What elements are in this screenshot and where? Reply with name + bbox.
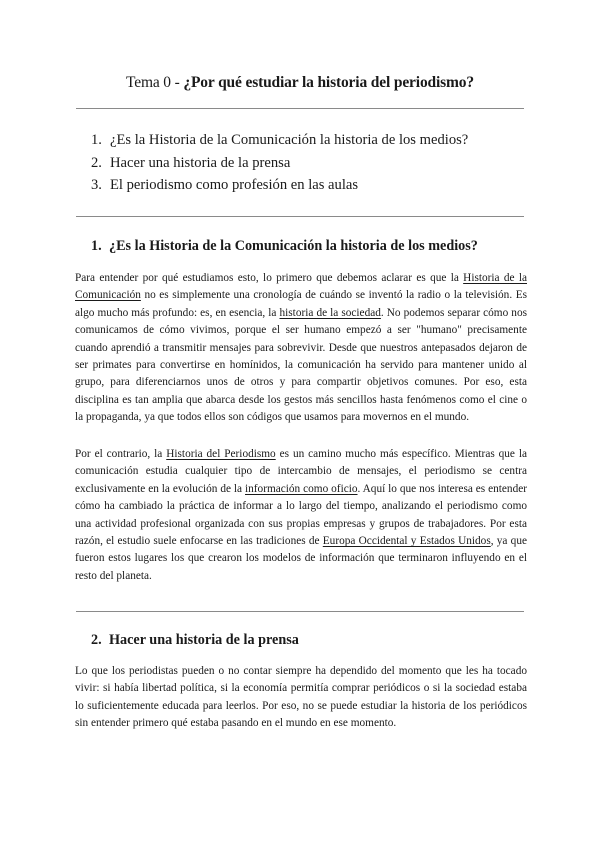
toc-label: Hacer una historia de la prensa [110, 154, 291, 171]
toc-item-3 [91, 174, 521, 197]
section-1-heading [91, 238, 531, 255]
divider-top [76, 108, 524, 109]
toc-item-2 [91, 152, 521, 175]
text-run: . Aquí lo que nos interesa es entender cómo ha cambiado la práctica de informar a lo largo del tiempo, analizando el periodismo como una actividad profesional organizada con sus propias empresas y grupos de trabajadores. Por esta razón, el estudio suele enfocarse en las tradiciones de [75, 482, 528, 548]
section-2-paragraph-1 [75, 663, 527, 733]
text-run: no es simplemente una cronología de cuándo se inventó la radio o la televisión. Es algo mucho más profundo: es, en esencia, la [75, 289, 527, 319]
toc-number: 3. [91, 177, 102, 193]
text-run: Lo que los periodistas pueden o no contar siempre ha dependido del momento que les ha tocado vivir: si había libertad política, si la economía permitía comprar periódicos o si la sociedad estaba lo suficientemente educada para leerlos. Por eso, no se puede estudiar la historia de los periódicos sin entender primero qué estaba pasando en el mundo en ese momento. [75, 665, 527, 730]
section-1-paragraph-1 [75, 270, 527, 427]
section-2-heading [91, 632, 531, 649]
title-main: ¿Por qué estudiar la historia del periodismo? [183, 74, 475, 91]
section-title: ¿Es la Historia de la Comunicación la historia de los medios? [109, 238, 478, 254]
text-run: . No podemos separar cómo nos comunicamos de cómo vivimos, porque el ser humano empezó a ser "humano" precisamente cuando aprendió a transmitir mensajes para sobrevivir. Desde que nuestros antepasados dejaron de ser primates para convertirse en homínidos, la comunicación ha servido para mantener unido al grupo, para diferenciarnos unos de otros y para compartir objetivos comunes. Por eso, esta disciplina es tan amplia que abarca desde los gestos más sencillos hasta fenómenos como el cine o la propaganda, ya que todos ellos son códigos que usamos para movernos en el mundo. [75, 306, 527, 424]
text-run: Por el contrario, la [75, 448, 167, 460]
table-of-contents [91, 129, 521, 197]
underlined-term: información como oficio [245, 482, 358, 495]
section-1-paragraph-2 [75, 446, 527, 585]
underlined-term: Historia del Periodismo [166, 448, 276, 460]
toc-number: 1. [91, 132, 102, 148]
underlined-term: historia de la sociedad [279, 306, 381, 319]
text-run: , ya que fueron estos lugares los que crearon los modelos de información que terminaron influyendo en el resto del planeta. [75, 535, 527, 582]
divider-toc [76, 216, 524, 217]
toc-label: ¿Es la Historia de la Comunicación la historia de los medios? [110, 132, 469, 148]
text-run: es un camino mucho más específico. Mientras que la comunicación estudia cualquier tipo de intercambio de mensajes, el periodismo se centra exclusivamente en la evolución de la [75, 448, 528, 495]
underlined-term: Europa Occidental y Estados Unidos [322, 535, 491, 548]
title-prefix: Tema 0 - [125, 74, 184, 91]
page-title [0, 74, 600, 92]
toc-item-1 [91, 129, 521, 152]
section-number: 1. [91, 238, 102, 254]
underlined-term: Historia de la Comunicación [75, 272, 527, 302]
section-number: 2. [91, 632, 102, 648]
divider-section-2 [76, 611, 524, 612]
section-title: Hacer una historia de la prensa [109, 632, 299, 648]
toc-number: 2. [91, 154, 102, 171]
text-run: Para entender por qué estudiamos esto, lo primero que debemos aclarar es que la [75, 272, 464, 284]
toc-label: El periodismo como profesión en las aulas [110, 177, 359, 193]
